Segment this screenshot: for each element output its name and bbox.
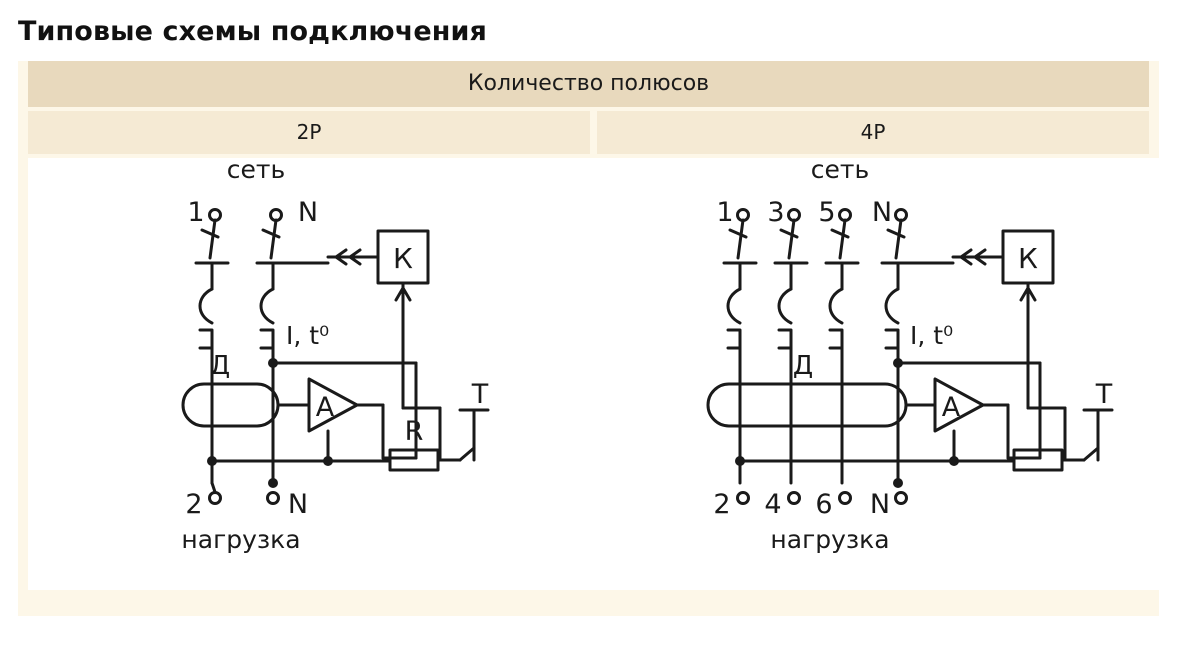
scheme-4p-arm-tick-n (888, 230, 904, 237)
scheme-4p-terminal-3: 3 (767, 197, 785, 228)
scheme-4p-arm-3 (789, 220, 794, 258)
scheme-2p-arm-tick-1 (202, 230, 218, 237)
scheme-4p-arm-n (896, 220, 901, 258)
scheme-4p-sensor-label: I, t⁰ (910, 321, 954, 350)
scheme-2p-transformer-label: Д (209, 351, 231, 381)
scheme-4p-resistor (1014, 450, 1062, 470)
scheme-4p-amplifier-label: А (941, 392, 961, 423)
scheme-4p-release-curve-1 (728, 289, 740, 323)
scheme-2p-resistor (390, 450, 438, 470)
scheme-4p-arm-tick-5 (832, 230, 848, 237)
scheme-4p-release-curve-n (886, 289, 898, 323)
scheme-2p-terminal-1: 1 (187, 197, 205, 228)
scheme-4p-terminal-4: 4 (764, 489, 782, 520)
scheme-4p-svg (590, 158, 1162, 590)
scheme-2p-test-contact (460, 448, 474, 460)
scheme-4p-terminal-6: 6 (815, 489, 833, 520)
scheme-2p-release-curve-1 (200, 289, 212, 323)
diagram-cell-4p (590, 158, 1162, 590)
scheme-4p-arm-tick-3 (781, 230, 797, 237)
scheme-4p-arm-5 (840, 220, 845, 258)
column-header-spacer (590, 111, 597, 154)
scheme-2p-terminal-n-top: N (297, 197, 319, 228)
scheme-4p-load-label: нагрузка (770, 525, 890, 554)
scheme-4p-terminal-n-bottom: N (869, 489, 891, 520)
scheme-2p-bottom-lead-2 (212, 483, 215, 492)
scheme-2p-node-bottom-n (268, 478, 278, 488)
scheme-4p-bimetal-3 (779, 330, 791, 348)
scheme-4p-terminal-dot-2 (738, 493, 749, 504)
column-headers-row (28, 111, 1149, 154)
scheme-2p-resistor-label: R (404, 416, 424, 447)
scheme-4p-transformer-core (708, 384, 906, 426)
schemes-panel (18, 61, 1159, 616)
scheme-2p-terminal-dot-n-bottom (268, 493, 279, 504)
scheme-2p-release-curve-n (261, 289, 273, 323)
column-header-4p: 4P (597, 111, 1149, 154)
scheme-4p-terminal-n-top: N (871, 197, 893, 228)
scheme-2p-relay-label: К (393, 242, 413, 275)
scheme-2p-arm-tick-n (263, 230, 279, 237)
scheme-2p-supply-label: сеть (226, 158, 286, 184)
scheme-2p-arm-n (271, 220, 276, 258)
page-title: Типовые схемы подключения (18, 16, 487, 47)
scheme-4p-supply-label: сеть (810, 158, 870, 184)
scheme-4p-release-curve-3 (779, 289, 791, 323)
scheme-4p-node-bus-left (735, 456, 745, 466)
scheme-4p-bimetal-1 (728, 330, 740, 348)
scheme-4p-test-label: Т (1095, 379, 1113, 410)
column-header-2p: 2P (28, 111, 590, 154)
scheme-4p-relay-label: К (1018, 242, 1038, 275)
scheme-2p-bimetal-n (261, 330, 273, 348)
scheme-4p-terminal-dot-4 (789, 493, 800, 504)
scheme-2p-bimetal-1 (200, 330, 212, 348)
scheme-4p-terminal-5: 5 (818, 197, 836, 228)
scheme-2p-terminal-n-bottom: N (287, 489, 309, 520)
scheme-4p-bimetal-5 (830, 330, 842, 348)
scheme-2p-load-label: нагрузка (181, 525, 301, 554)
scheme-4p-transformer-label: Д (792, 351, 814, 381)
scheme-2p-node-bus-left (207, 456, 217, 466)
diagram-cells-row (28, 158, 1149, 590)
scheme-2p-transformer-core (183, 384, 278, 426)
scheme-4p-bimetal-n (886, 330, 898, 348)
panel-bottom-padding (18, 590, 1159, 616)
scheme-4p-node-bottom-n (893, 478, 903, 488)
scheme-4p-terminal-dot-n-bottom (896, 493, 907, 504)
scheme-4p-test-contact (1084, 448, 1098, 460)
table-header: Количество полюсов (28, 61, 1149, 107)
diagram-cell-2p (28, 158, 590, 590)
scheme-2p-amplifier-label: А (315, 392, 335, 423)
scheme-4p-arm-1 (738, 220, 743, 258)
scheme-2p-arm-1 (210, 220, 215, 258)
scheme-4p-arm-tick-1 (730, 230, 746, 237)
scheme-4p-release-curve-5 (830, 289, 842, 323)
scheme-2p-test-label: Т (471, 379, 489, 410)
scheme-2p-terminal-2: 2 (185, 489, 203, 520)
scheme-4p-terminal-dot-6 (840, 493, 851, 504)
scheme-2p-terminal-dot-2 (210, 493, 221, 504)
scheme-2p-sensor-label: I, t⁰ (286, 321, 330, 350)
scheme-4p-terminal-2: 2 (713, 489, 731, 520)
scheme-4p-terminal-1: 1 (716, 197, 734, 228)
scheme-2p-svg (28, 158, 590, 590)
